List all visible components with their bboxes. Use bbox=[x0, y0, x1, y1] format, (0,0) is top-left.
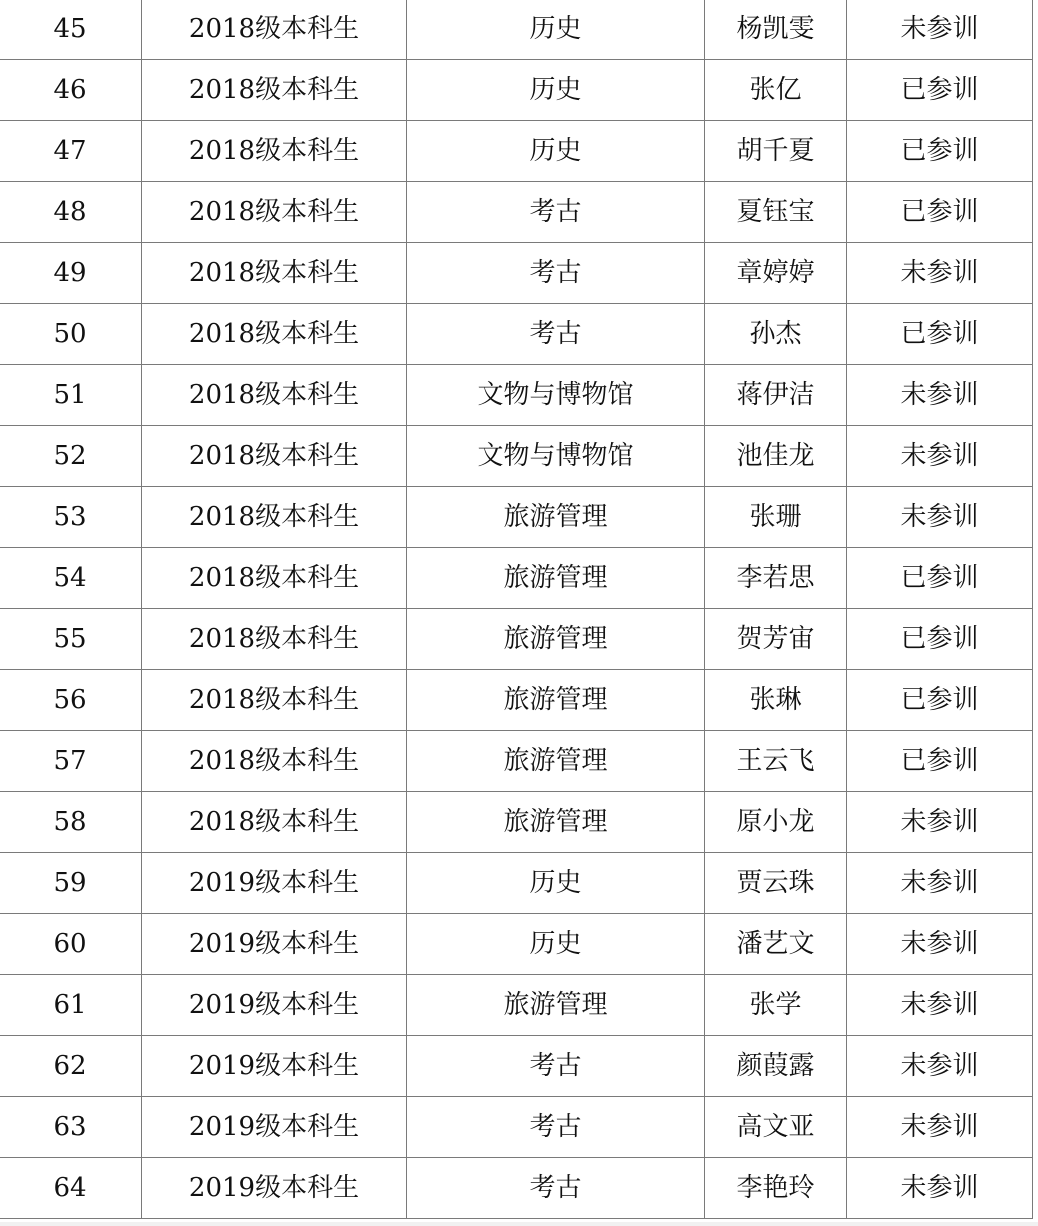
major-cell: 考古 bbox=[407, 1036, 705, 1097]
name-cell: 杨凯雯 bbox=[705, 0, 847, 60]
class-cell: 2018级本科生 bbox=[142, 121, 407, 182]
table-row bbox=[0, 1158, 1033, 1219]
table-row bbox=[0, 60, 1033, 121]
status-cell: 已参训 bbox=[847, 182, 1033, 243]
status-cell: 未参训 bbox=[847, 792, 1033, 853]
major-cell: 旅游管理 bbox=[407, 792, 705, 853]
table-row bbox=[0, 1036, 1033, 1097]
status-cell: 未参训 bbox=[847, 243, 1033, 304]
name-cell: 张珊 bbox=[705, 487, 847, 548]
row-number-cell: 57 bbox=[0, 731, 142, 792]
status-cell: 已参训 bbox=[847, 548, 1033, 609]
table-row bbox=[0, 304, 1033, 365]
status-cell: 未参训 bbox=[847, 426, 1033, 487]
class-cell: 2018级本科生 bbox=[142, 609, 407, 670]
status-cell: 未参训 bbox=[847, 914, 1033, 975]
status-cell: 未参训 bbox=[847, 1158, 1033, 1219]
table-row bbox=[0, 609, 1033, 670]
class-cell: 2018级本科生 bbox=[142, 487, 407, 548]
name-cell: 胡千夏 bbox=[705, 121, 847, 182]
status-cell: 未参训 bbox=[847, 487, 1033, 548]
name-cell: 李若思 bbox=[705, 548, 847, 609]
major-cell: 文物与博物馆 bbox=[407, 426, 705, 487]
table-row bbox=[0, 914, 1033, 975]
major-cell: 旅游管理 bbox=[407, 609, 705, 670]
major-cell: 旅游管理 bbox=[407, 670, 705, 731]
table-row bbox=[0, 853, 1033, 914]
status-cell: 未参训 bbox=[847, 975, 1033, 1036]
name-cell: 蒋伊洁 bbox=[705, 365, 847, 426]
table-row bbox=[0, 243, 1033, 304]
major-cell: 考古 bbox=[407, 1158, 705, 1219]
name-cell: 颜葭露 bbox=[705, 1036, 847, 1097]
row-number-cell: 60 bbox=[0, 914, 142, 975]
name-cell: 王云飞 bbox=[705, 731, 847, 792]
status-cell: 未参训 bbox=[847, 1036, 1033, 1097]
row-number-cell: 63 bbox=[0, 1097, 142, 1158]
table-row bbox=[0, 670, 1033, 731]
major-cell: 旅游管理 bbox=[407, 487, 705, 548]
name-cell: 张琳 bbox=[705, 670, 847, 731]
status-cell: 未参训 bbox=[847, 365, 1033, 426]
page-bottom-edge bbox=[0, 1222, 1038, 1226]
row-number-cell: 45 bbox=[0, 0, 142, 60]
name-cell: 夏钰宝 bbox=[705, 182, 847, 243]
row-number-cell: 62 bbox=[0, 1036, 142, 1097]
name-cell: 孙杰 bbox=[705, 304, 847, 365]
major-cell: 考古 bbox=[407, 304, 705, 365]
name-cell: 张亿 bbox=[705, 60, 847, 121]
row-number-cell: 51 bbox=[0, 365, 142, 426]
row-number-cell: 53 bbox=[0, 487, 142, 548]
class-cell: 2018级本科生 bbox=[142, 243, 407, 304]
table-row bbox=[0, 1097, 1033, 1158]
name-cell: 章婷婷 bbox=[705, 243, 847, 304]
major-cell: 历史 bbox=[407, 60, 705, 121]
class-cell: 2018级本科生 bbox=[142, 365, 407, 426]
class-cell: 2019级本科生 bbox=[142, 1097, 407, 1158]
status-cell: 已参训 bbox=[847, 731, 1033, 792]
table-row bbox=[0, 426, 1033, 487]
status-cell: 已参训 bbox=[847, 670, 1033, 731]
table-row bbox=[0, 548, 1033, 609]
status-cell: 已参训 bbox=[847, 304, 1033, 365]
class-cell: 2018级本科生 bbox=[142, 426, 407, 487]
table-row bbox=[0, 0, 1033, 60]
major-cell: 文物与博物馆 bbox=[407, 365, 705, 426]
class-cell: 2019级本科生 bbox=[142, 1158, 407, 1219]
table-row bbox=[0, 487, 1033, 548]
class-cell: 2019级本科生 bbox=[142, 914, 407, 975]
table-row bbox=[0, 182, 1033, 243]
table-row bbox=[0, 365, 1033, 426]
table-row bbox=[0, 121, 1033, 182]
row-number-cell: 49 bbox=[0, 243, 142, 304]
class-cell: 2019级本科生 bbox=[142, 975, 407, 1036]
name-cell: 原小龙 bbox=[705, 792, 847, 853]
table-row bbox=[0, 731, 1033, 792]
class-cell: 2018级本科生 bbox=[142, 731, 407, 792]
class-cell: 2018级本科生 bbox=[142, 304, 407, 365]
class-cell: 2018级本科生 bbox=[142, 0, 407, 60]
major-cell: 旅游管理 bbox=[407, 731, 705, 792]
class-cell: 2018级本科生 bbox=[142, 670, 407, 731]
major-cell: 考古 bbox=[407, 1097, 705, 1158]
status-cell: 未参训 bbox=[847, 1097, 1033, 1158]
name-cell: 张学 bbox=[705, 975, 847, 1036]
row-number-cell: 58 bbox=[0, 792, 142, 853]
class-cell: 2018级本科生 bbox=[142, 548, 407, 609]
major-cell: 历史 bbox=[407, 914, 705, 975]
major-cell: 旅游管理 bbox=[407, 548, 705, 609]
row-number-cell: 48 bbox=[0, 182, 142, 243]
class-cell: 2018级本科生 bbox=[142, 792, 407, 853]
major-cell: 旅游管理 bbox=[407, 975, 705, 1036]
name-cell: 潘艺文 bbox=[705, 914, 847, 975]
status-cell: 未参训 bbox=[847, 0, 1033, 60]
row-number-cell: 47 bbox=[0, 121, 142, 182]
table-row bbox=[0, 975, 1033, 1036]
major-cell: 历史 bbox=[407, 0, 705, 60]
class-cell: 2018级本科生 bbox=[142, 60, 407, 121]
status-cell: 已参训 bbox=[847, 609, 1033, 670]
class-cell: 2019级本科生 bbox=[142, 1036, 407, 1097]
row-number-cell: 52 bbox=[0, 426, 142, 487]
row-number-cell: 54 bbox=[0, 548, 142, 609]
major-cell: 历史 bbox=[407, 853, 705, 914]
name-cell: 贺芳宙 bbox=[705, 609, 847, 670]
name-cell: 高文亚 bbox=[705, 1097, 847, 1158]
row-number-cell: 55 bbox=[0, 609, 142, 670]
row-number-cell: 59 bbox=[0, 853, 142, 914]
major-cell: 考古 bbox=[407, 182, 705, 243]
row-number-cell: 64 bbox=[0, 1158, 142, 1219]
row-number-cell: 56 bbox=[0, 670, 142, 731]
table-row bbox=[0, 792, 1033, 853]
row-number-cell: 50 bbox=[0, 304, 142, 365]
name-cell: 池佳龙 bbox=[705, 426, 847, 487]
status-cell: 未参训 bbox=[847, 853, 1033, 914]
row-number-cell: 46 bbox=[0, 60, 142, 121]
class-cell: 2018级本科生 bbox=[142, 182, 407, 243]
status-cell: 已参训 bbox=[847, 121, 1033, 182]
status-cell: 已参训 bbox=[847, 60, 1033, 121]
class-cell: 2019级本科生 bbox=[142, 853, 407, 914]
name-cell: 李艳玲 bbox=[705, 1158, 847, 1219]
name-cell: 贾云珠 bbox=[705, 853, 847, 914]
major-cell: 历史 bbox=[407, 121, 705, 182]
row-number-cell: 61 bbox=[0, 975, 142, 1036]
major-cell: 考古 bbox=[407, 243, 705, 304]
